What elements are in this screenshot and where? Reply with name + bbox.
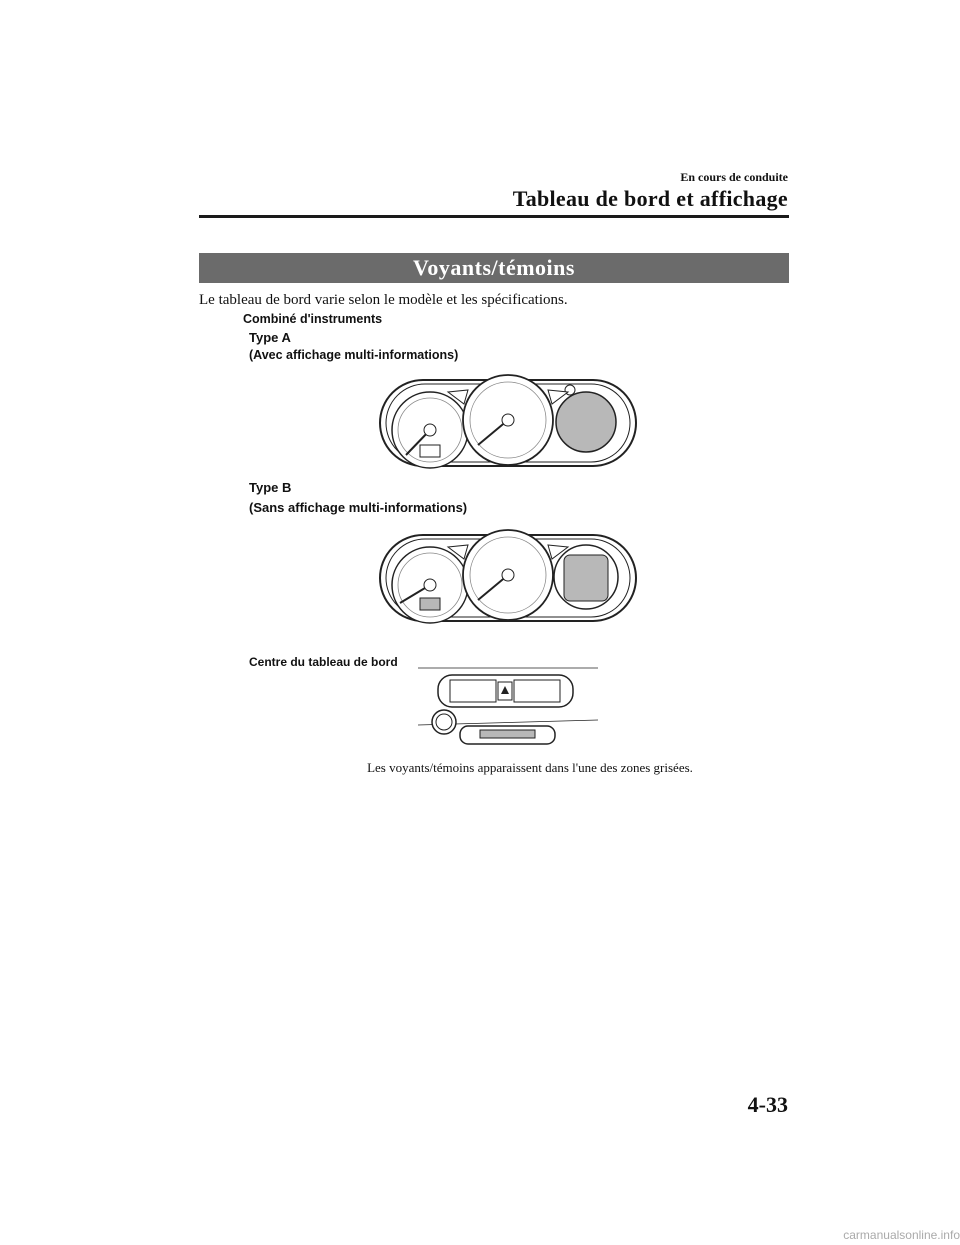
type-a-subtitle: (Avec affichage multi-informations) [249, 348, 459, 362]
type-b-label: Type B [249, 480, 292, 495]
center-dashboard-illustration [408, 660, 608, 755]
caption: Les voyants/témoins apparaissent dans l'une des zones grisées. [367, 760, 693, 775]
intro-text: Le tableau de bord varie selon le modèle et les spécifications. [199, 292, 568, 308]
cluster-heading: Combiné d'instruments [243, 312, 383, 326]
header-section: En cours de conduite [680, 170, 788, 184]
header-chapter: Tableau de bord et affichage [512, 186, 788, 211]
center-heading: Centre du tableau de bord [249, 655, 398, 669]
type-a-label: Type A [249, 330, 291, 345]
page-number: 4-33 [747, 1092, 788, 1117]
footer-watermark[interactable]: carmanualsonline.info [843, 1228, 960, 1242]
section-banner: Voyants/témoins [199, 253, 789, 283]
cluster-type-b-illustration [378, 525, 638, 625]
type-b-subtitle: (Sans affichage multi-informations) [249, 500, 468, 515]
header-rule [199, 215, 789, 218]
cluster-type-a-illustration [378, 370, 638, 470]
